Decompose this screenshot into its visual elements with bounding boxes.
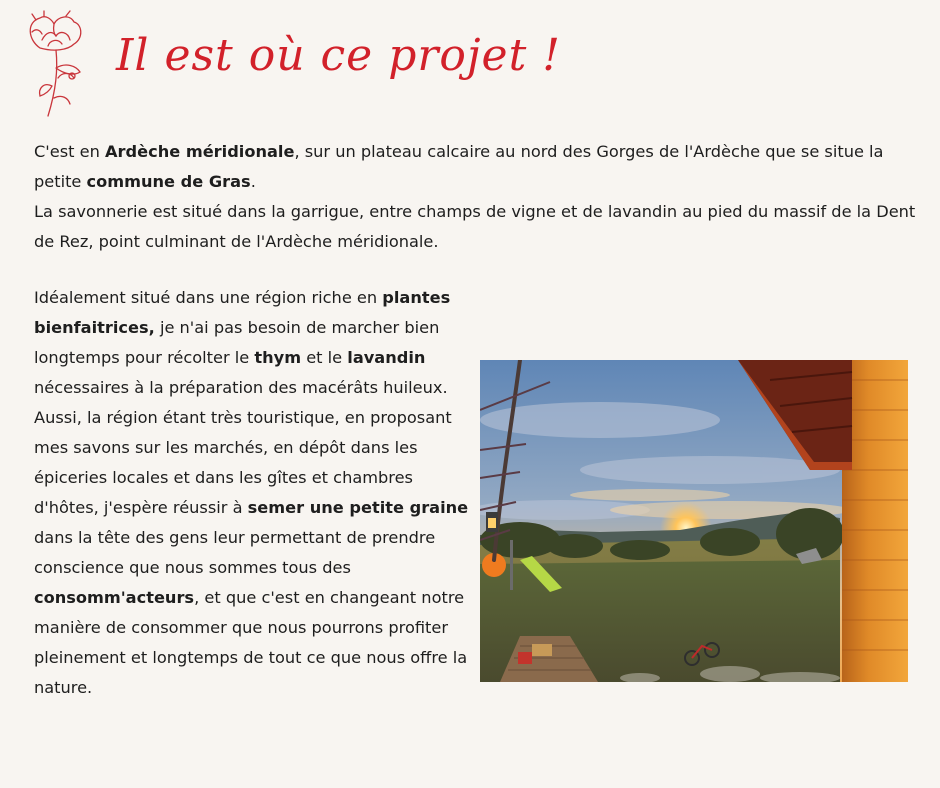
text-segment: je n'ai pas besoin de marcher bien longtemps pour récolter le — [34, 318, 440, 367]
body-paragraph-plants — [34, 283, 474, 403]
bold-text-segment: lavandin — [347, 348, 426, 367]
body-text — [34, 283, 474, 703]
bold-text-segment: plantes bienfaitrices, — [34, 288, 451, 337]
bold-text-segment: semer une petite graine — [247, 498, 469, 517]
bold-text-segment: commune de Gras — [86, 172, 251, 191]
text-segment: et le — [301, 348, 348, 367]
bold-text-segment: Ardèche méridionale — [105, 142, 295, 161]
poppy-flower-icon — [18, 10, 92, 120]
text-segment: La savonnerie est situé dans la garrigue, entre champs de vigne et de lavandin au pied du massif de la Dent de Rez, point culminant de l'Ardèche méridionale. — [34, 202, 916, 251]
text-segment: nécessaires à la préparation des macérâts huileux. — [34, 378, 448, 397]
text-segment: , et que c'est en changeant notre manière de consommer que nous pourrons profiter pleinement et longtemps de tout ce que nous offre la nature. — [34, 588, 468, 697]
text-segment: Idéalement situé dans une région riche en — [34, 288, 383, 307]
intro-paragraph-location — [34, 137, 924, 197]
bold-text-segment: consomm'acteurs — [34, 588, 195, 607]
intro-text — [34, 137, 924, 257]
text-segment: dans la tête des gens leur permettant de prendre conscience que nous sommes tous des — [34, 528, 436, 577]
page-title: Il est où ce projet ! — [116, 30, 561, 81]
text-segment: Aussi, la région étant très touristique, en proposant mes savons sur les marchés, en dépôt dans les épiceries locales et dans les gîtes et chambres d'hôtes, j'espère réussir à — [34, 408, 452, 517]
body-paragraph-tourism — [34, 403, 474, 703]
text-segment: , sur un plateau calcaire au nord des Gorges de l'Ardèche que se situe la petite — [34, 142, 884, 191]
text-segment: . — [250, 172, 256, 191]
text-segment: C'est en — [34, 142, 106, 161]
bold-text-segment: thym — [254, 348, 302, 367]
intro-paragraph-savonnerie — [34, 197, 924, 257]
sunset-garden-photo — [480, 360, 908, 682]
